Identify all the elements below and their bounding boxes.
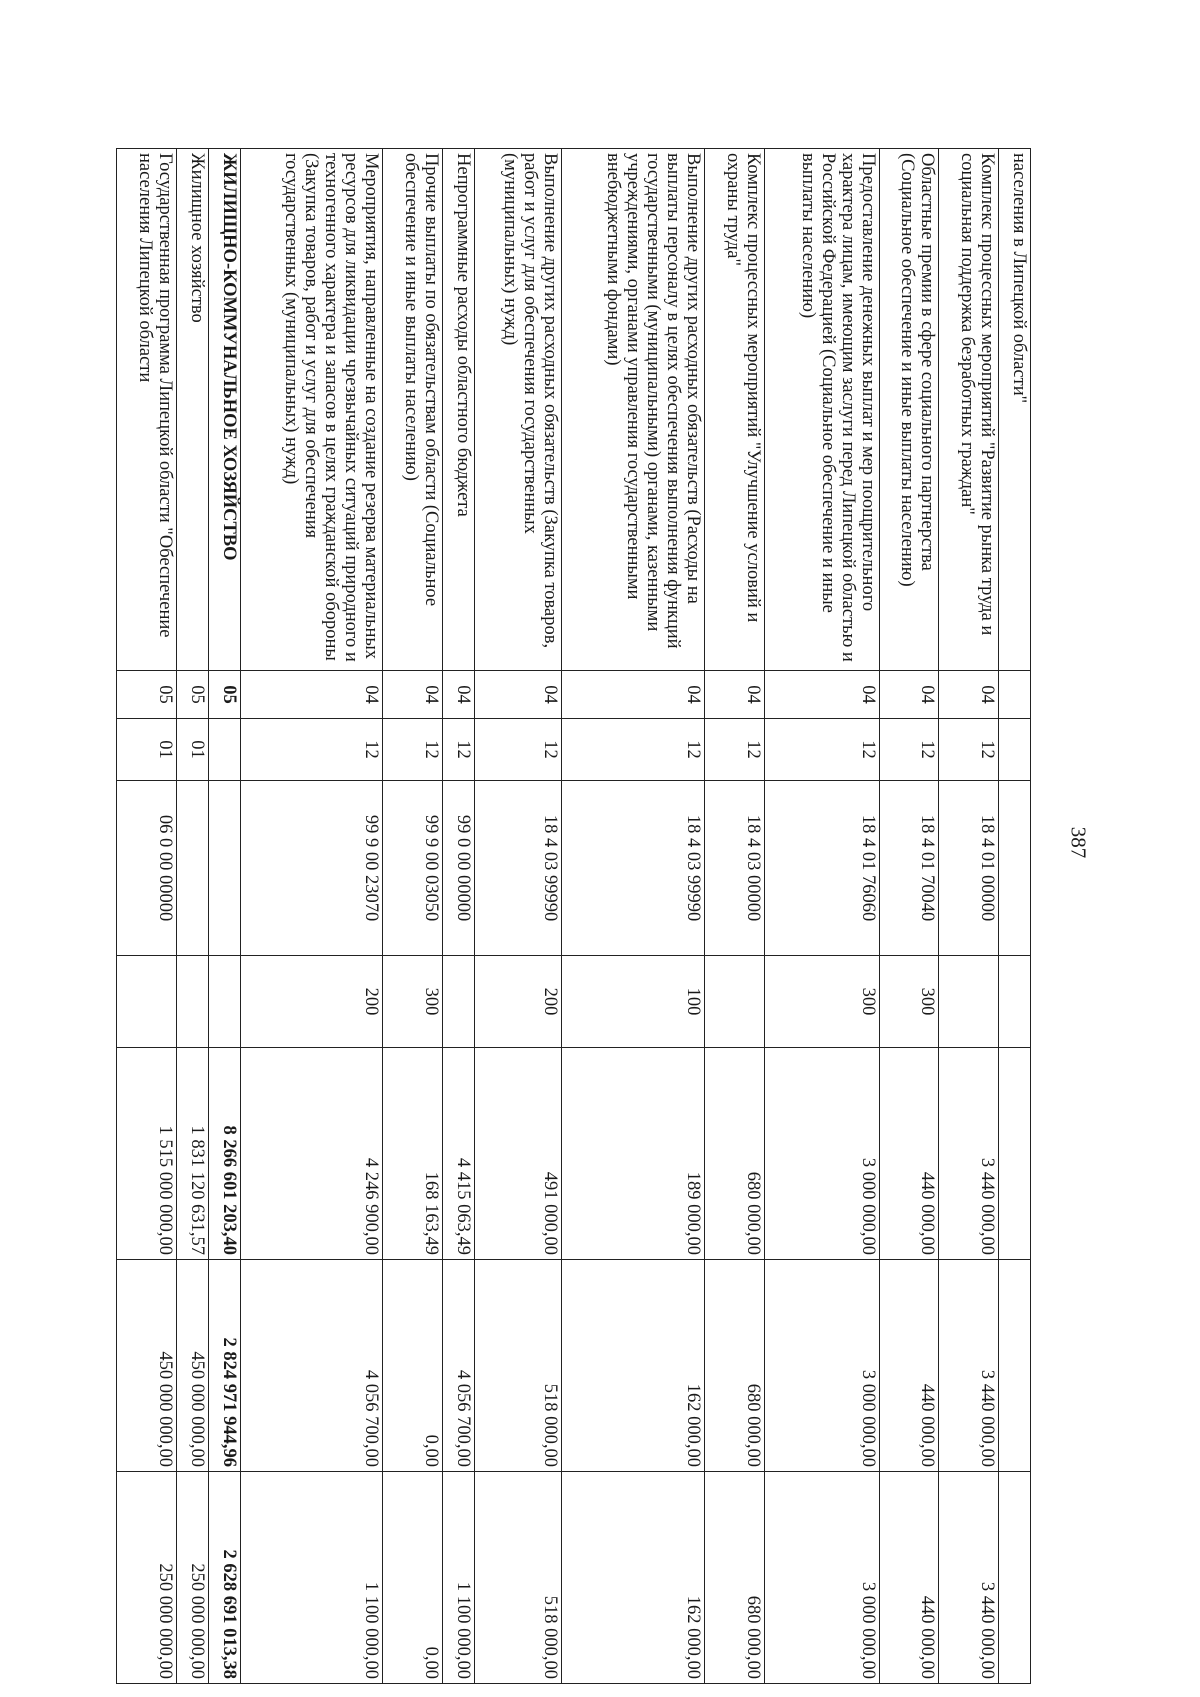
table-row <box>764 149 879 1684</box>
table-row <box>879 149 939 1684</box>
razdel-cell: 05 <box>176 671 208 719</box>
podrazdel-cell: 12 <box>939 719 999 781</box>
row-name-cell: населения в Липецкой области" <box>999 149 1031 671</box>
sum-year2-cell <box>999 1260 1031 1472</box>
sum-year3-cell: 1 100 000,00 <box>443 1472 475 1684</box>
sum-year3-cell: 1 100 000,00 <box>240 1472 383 1684</box>
sum-year2-cell: 450 000 000,00 <box>117 1260 177 1472</box>
sum-year2-cell: 0,00 <box>383 1260 443 1472</box>
sum-year2-cell: 4 056 700,00 <box>240 1260 383 1472</box>
table-row <box>705 149 765 1684</box>
target-article-cell: 18 4 03 99990 <box>474 781 561 956</box>
row-name-cell: Предоставление денежных выплат и мер поощрительного характера лицам, имеющим заслуги перед Липецкой областью и Российской Федерацией (Социальное обеспечение и иные выплаты населению) <box>764 149 879 671</box>
expense-type-cell <box>117 956 177 1048</box>
sum-year3-cell <box>999 1472 1031 1684</box>
row-name-cell: ЖИЛИЩНО-КОММУНАЛЬНОЕ ХОЗЯЙСТВО <box>208 149 240 671</box>
podrazdel-cell: 12 <box>879 719 939 781</box>
table-body <box>117 149 1031 1684</box>
expense-type-cell <box>208 956 240 1048</box>
podrazdel-cell: 12 <box>562 719 705 781</box>
target-article-cell <box>208 781 240 956</box>
sum-year1-cell: 3 000 000,00 <box>764 1048 879 1260</box>
target-article-cell: 99 9 00 23070 <box>240 781 383 956</box>
razdel-cell: 04 <box>562 671 705 719</box>
target-article-cell <box>176 781 208 956</box>
table-row <box>474 149 561 1684</box>
expense-type-cell: 200 <box>240 956 383 1048</box>
sum-year3-cell: 2 628 691 013,38 <box>208 1472 240 1684</box>
expense-type-cell: 300 <box>764 956 879 1048</box>
expense-type-cell <box>999 956 1031 1048</box>
razdel-cell: 04 <box>879 671 939 719</box>
podrazdel-cell: 12 <box>705 719 765 781</box>
target-article-cell: 18 4 01 76060 <box>764 781 879 956</box>
razdel-cell: 04 <box>443 671 475 719</box>
row-name-cell: Выполнение других расходных обязательств (Расходы на выплаты персоналу в целях обеспечения выполнения функций государственными (муниципальными) органами, казенными учреждениями, органами управления государственными внебюджетными фондами) <box>562 149 705 671</box>
sum-year2-cell: 4 056 700,00 <box>443 1260 475 1472</box>
expense-type-cell: 300 <box>879 956 939 1048</box>
podrazdel-cell: 12 <box>240 719 383 781</box>
table-row <box>176 149 208 1684</box>
target-article-cell: 99 9 00 03050 <box>383 781 443 956</box>
podrazdel-cell: 12 <box>443 719 475 781</box>
sum-year1-cell: 491 000,00 <box>474 1048 561 1260</box>
sum-year2-cell: 680 000,00 <box>705 1260 765 1472</box>
sum-year2-cell: 450 000 000,00 <box>176 1260 208 1472</box>
sum-year3-cell: 518 000,00 <box>474 1472 561 1684</box>
target-article-cell <box>999 781 1031 956</box>
sum-year2-cell: 3 000 000,00 <box>764 1260 879 1472</box>
razdel-cell: 04 <box>764 671 879 719</box>
sum-year2-cell: 440 000,00 <box>879 1260 939 1472</box>
podrazdel-cell: 01 <box>117 719 177 781</box>
table-row <box>999 149 1031 1684</box>
razdel-cell: 04 <box>474 671 561 719</box>
razdel-cell: 04 <box>705 671 765 719</box>
row-name-cell: Комплекс процессных мероприятий "Улучшение условий и охраны труда" <box>705 149 765 671</box>
sum-year2-cell: 3 440 000,00 <box>939 1260 999 1472</box>
razdel-cell: 04 <box>240 671 383 719</box>
sum-year1-cell: 1 515 000 000,00 <box>117 1048 177 1260</box>
sum-year3-cell: 0,00 <box>383 1472 443 1684</box>
target-article-cell: 99 0 00 00000 <box>443 781 475 956</box>
table-row <box>443 149 475 1684</box>
sum-year3-cell: 250 000 000,00 <box>176 1472 208 1684</box>
row-name-cell: Выполнение других расходных обязательств (Закупка товаров, работ и услуг для обеспечения государственных (муниципальных) нужд) <box>474 149 561 671</box>
expense-type-cell <box>939 956 999 1048</box>
sum-year3-cell: 3 000 000,00 <box>764 1472 879 1684</box>
expense-type-cell: 200 <box>474 956 561 1048</box>
sum-year1-cell <box>999 1048 1031 1260</box>
table-row <box>562 149 705 1684</box>
table-row <box>208 149 240 1684</box>
row-name-cell: Непрограммные расходы областного бюджета <box>443 149 475 671</box>
sum-year2-cell: 162 000,00 <box>562 1260 705 1472</box>
sum-year3-cell: 440 000,00 <box>879 1472 939 1684</box>
sum-year2-cell: 2 824 971 944,96 <box>208 1260 240 1472</box>
row-name-cell: Государственная программа Липецкой области "Обеспечение населения Липецкой области <box>117 149 177 671</box>
sum-year1-cell: 8 266 601 203,40 <box>208 1048 240 1260</box>
podrazdel-cell: 01 <box>176 719 208 781</box>
sum-year3-cell: 162 000,00 <box>562 1472 705 1684</box>
razdel-cell: 05 <box>117 671 177 719</box>
rotated-table-container <box>116 148 1031 1683</box>
razdel-cell <box>999 671 1031 719</box>
page-number: 387 <box>1066 826 1091 859</box>
sum-year1-cell: 3 440 000,00 <box>939 1048 999 1260</box>
expense-type-cell <box>705 956 765 1048</box>
podrazdel-cell: 12 <box>474 719 561 781</box>
row-name-cell: Мероприятия, направленные на создание резерва материальных ресурсов для ликвидации чрезвычайных ситуаций природного и техногенного характера и запасов в целях гражданской обороны (Закупка товаров, работ и услуг для обеспечения государственных (муниципальных) нужд) <box>240 149 383 671</box>
expense-type-cell <box>443 956 475 1048</box>
row-name-cell: Жилищное хозяйство <box>176 149 208 671</box>
razdel-cell: 05 <box>208 671 240 719</box>
podrazdel-cell: 12 <box>383 719 443 781</box>
sum-year1-cell: 168 163,49 <box>383 1048 443 1260</box>
target-article-cell: 18 4 01 00000 <box>939 781 999 956</box>
row-name-cell: Прочие выплаты по обязательствам области (Социальное обеспечение и иные выплаты населению) <box>383 149 443 671</box>
table-row <box>383 149 443 1684</box>
sum-year2-cell: 518 000,00 <box>474 1260 561 1472</box>
sum-year3-cell: 680 000,00 <box>705 1472 765 1684</box>
target-article-cell: 18 4 03 00000 <box>705 781 765 956</box>
row-name-cell: Комплекс процессных мероприятий "Развитие рынка труда и социальная поддержка безработных граждан" <box>939 149 999 671</box>
expense-type-cell: 300 <box>383 956 443 1048</box>
target-article-cell: 06 0 00 00000 <box>117 781 177 956</box>
expense-type-cell: 100 <box>562 956 705 1048</box>
table-row <box>117 149 177 1684</box>
row-name-cell: Областные премии в сфере социального партнерства (Социальное обеспечение и иные выплаты населению) <box>879 149 939 671</box>
razdel-cell: 04 <box>939 671 999 719</box>
table-row <box>240 149 383 1684</box>
table-row <box>939 149 999 1684</box>
podrazdel-cell <box>208 719 240 781</box>
sum-year1-cell: 4 246 900,00 <box>240 1048 383 1260</box>
target-article-cell: 18 4 01 70040 <box>879 781 939 956</box>
sum-year3-cell: 3 440 000,00 <box>939 1472 999 1684</box>
sum-year1-cell: 680 000,00 <box>705 1048 765 1260</box>
sum-year3-cell: 250 000 000,00 <box>117 1472 177 1684</box>
sum-year1-cell: 4 415 063,49 <box>443 1048 475 1260</box>
budget-table <box>116 148 1031 1684</box>
expense-type-cell <box>176 956 208 1048</box>
razdel-cell: 04 <box>383 671 443 719</box>
podrazdel-cell <box>999 719 1031 781</box>
target-article-cell: 18 4 03 99990 <box>562 781 705 956</box>
sum-year1-cell: 189 000,00 <box>562 1048 705 1260</box>
podrazdel-cell: 12 <box>764 719 879 781</box>
sum-year1-cell: 1 831 120 631,57 <box>176 1048 208 1260</box>
sum-year1-cell: 440 000,00 <box>879 1048 939 1260</box>
